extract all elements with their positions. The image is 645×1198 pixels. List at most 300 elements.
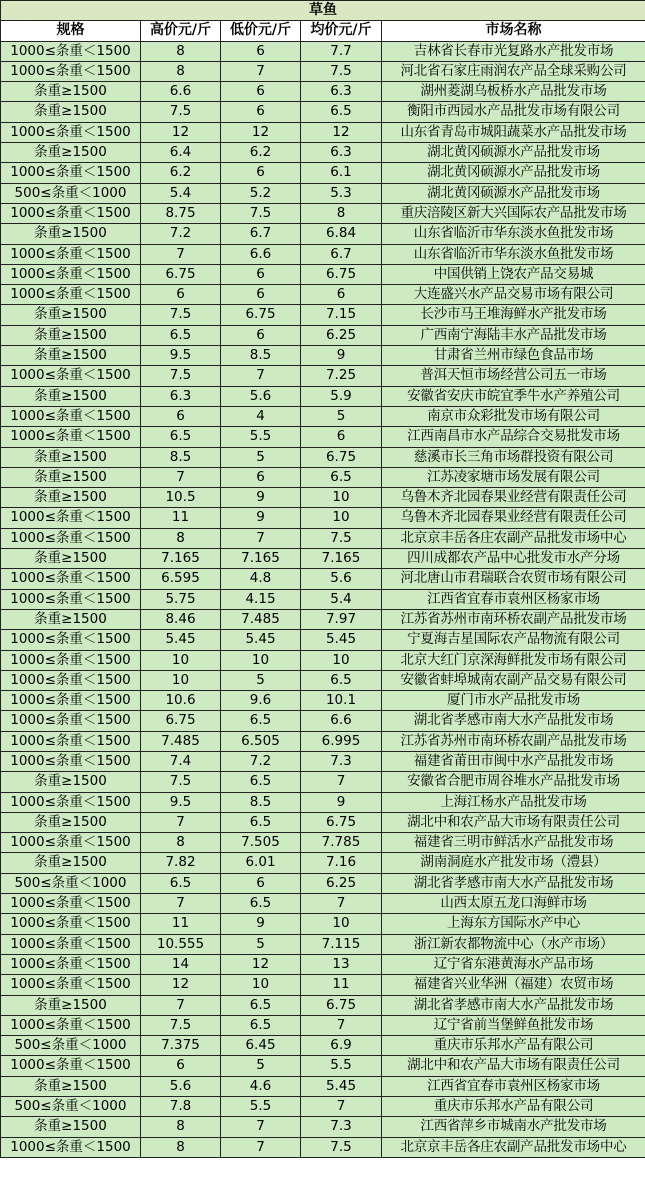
high-price-cell: 6 xyxy=(141,285,221,305)
spec-cell: 条重≥1500 xyxy=(1,325,141,345)
avg-price-cell: 6.3 xyxy=(301,143,382,163)
avg-price-cell: 9 xyxy=(301,346,382,366)
table-row xyxy=(1,609,645,629)
header-spec: 规格 xyxy=(1,21,141,41)
high-price-cell: 10 xyxy=(141,650,221,670)
market-name-cell: 四川成都农产品中心批发市水产分场 xyxy=(382,549,645,569)
low-price-cell: 6 xyxy=(221,163,301,183)
low-price-cell: 10 xyxy=(221,975,301,995)
spec-cell: 条重≥1500 xyxy=(1,853,141,873)
low-price-cell: 7.505 xyxy=(221,833,301,853)
spec-cell: 条重≥1500 xyxy=(1,812,141,832)
spec-cell: 条重≥1500 xyxy=(1,102,141,122)
spec-cell: 条重≥1500 xyxy=(1,386,141,406)
market-name-cell: 湖北黄冈硕源水产品批发市场 xyxy=(382,143,645,163)
market-name-cell: 福建省兴业华洲（福建）农贸市场 xyxy=(382,975,645,995)
market-name-cell: 长沙市马王堆海鲜水产批发市场 xyxy=(382,305,645,325)
avg-price-cell: 6.9 xyxy=(301,1036,382,1056)
header-market-name: 市场名称 xyxy=(382,21,645,41)
spec-cell: 1000≤条重＜1500 xyxy=(1,203,141,223)
market-name-cell: 湖北中和农产品大市场有限责任公司 xyxy=(382,812,645,832)
table-row xyxy=(1,325,645,345)
high-price-cell: 7.8 xyxy=(141,1097,221,1117)
high-price-cell: 9.5 xyxy=(141,792,221,812)
table-row xyxy=(1,183,645,203)
market-name-cell: 辽宁省东港黄海水产品市场 xyxy=(382,954,645,974)
market-name-cell: 上海东方国际水产中心 xyxy=(382,914,645,934)
high-price-cell: 7.5 xyxy=(141,772,221,792)
high-price-cell: 8.75 xyxy=(141,203,221,223)
low-price-cell: 6 xyxy=(221,325,301,345)
high-price-cell: 6 xyxy=(141,406,221,426)
spec-cell: 1000≤条重＜1500 xyxy=(1,751,141,771)
high-price-cell: 5.4 xyxy=(141,183,221,203)
high-price-cell: 6.5 xyxy=(141,873,221,893)
table-row xyxy=(1,833,645,853)
spec-cell: 条重≥1500 xyxy=(1,467,141,487)
high-price-cell: 7 xyxy=(141,812,221,832)
spec-cell: 条重≥1500 xyxy=(1,1117,141,1137)
table-row xyxy=(1,224,645,244)
avg-price-cell: 8 xyxy=(301,203,382,223)
avg-price-cell: 6.75 xyxy=(301,995,382,1015)
avg-price-cell: 7.5 xyxy=(301,528,382,548)
spec-cell: 500≤条重＜1000 xyxy=(1,1036,141,1056)
avg-price-cell: 5.5 xyxy=(301,1056,382,1076)
table-title-row xyxy=(1,1,645,21)
avg-price-cell: 7.15 xyxy=(301,305,382,325)
table-row xyxy=(1,1056,645,1076)
high-price-cell: 7.5 xyxy=(141,102,221,122)
spec-cell: 1000≤条重＜1500 xyxy=(1,1015,141,1035)
low-price-cell: 12 xyxy=(221,122,301,142)
market-name-cell: 吉林省长春市光复路水产批发市场 xyxy=(382,41,645,61)
spec-cell: 条重≥1500 xyxy=(1,1076,141,1096)
table-row xyxy=(1,1036,645,1056)
market-name-cell: 普洱天恒市场经营公司五一市场 xyxy=(382,366,645,386)
high-price-cell: 6.75 xyxy=(141,711,221,731)
table-row xyxy=(1,792,645,812)
spec-cell: 1000≤条重＜1500 xyxy=(1,711,141,731)
low-price-cell: 5 xyxy=(221,670,301,690)
spec-cell: 1000≤条重＜1500 xyxy=(1,1137,141,1157)
low-price-cell: 6.6 xyxy=(221,244,301,264)
high-price-cell: 8.5 xyxy=(141,447,221,467)
high-price-cell: 8 xyxy=(141,1117,221,1137)
spec-cell: 1000≤条重＜1500 xyxy=(1,427,141,447)
spec-cell: 1000≤条重＜1500 xyxy=(1,61,141,81)
table-row xyxy=(1,954,645,974)
avg-price-cell: 11 xyxy=(301,975,382,995)
avg-price-cell: 5.45 xyxy=(301,1076,382,1096)
high-price-cell: 8 xyxy=(141,1137,221,1157)
high-price-cell: 7.165 xyxy=(141,549,221,569)
low-price-cell: 9 xyxy=(221,914,301,934)
market-name-cell: 广西南宁海陆丰水产品批发市场 xyxy=(382,325,645,345)
header-avg-price: 均价元/斤 xyxy=(301,21,382,41)
market-name-cell: 重庆市乐邦水产品有限公司 xyxy=(382,1036,645,1056)
avg-price-cell: 13 xyxy=(301,954,382,974)
spec-cell: 条重≥1500 xyxy=(1,609,141,629)
low-price-cell: 6 xyxy=(221,41,301,61)
table-row xyxy=(1,346,645,366)
high-price-cell: 7 xyxy=(141,894,221,914)
high-price-cell: 7.5 xyxy=(141,366,221,386)
table-row xyxy=(1,731,645,751)
market-name-cell: 湖北省孝感市南大水产品批发市场 xyxy=(382,711,645,731)
low-price-cell: 6.5 xyxy=(221,812,301,832)
table-row xyxy=(1,61,645,81)
high-price-cell: 5.6 xyxy=(141,1076,221,1096)
high-price-cell: 7.485 xyxy=(141,731,221,751)
avg-price-cell: 7.25 xyxy=(301,366,382,386)
market-name-cell: 慈溪市长三角市场群投资有限公司 xyxy=(382,447,645,467)
avg-price-cell: 5.4 xyxy=(301,589,382,609)
table-row xyxy=(1,995,645,1015)
low-price-cell: 10 xyxy=(221,650,301,670)
avg-price-cell: 10 xyxy=(301,650,382,670)
low-price-cell: 7.2 xyxy=(221,751,301,771)
avg-price-cell: 7.165 xyxy=(301,549,382,569)
market-name-cell: 江西省宜春市袁州区杨家市场 xyxy=(382,589,645,609)
spec-cell: 条重≥1500 xyxy=(1,995,141,1015)
market-name-cell: 厦门市水产品批发市场 xyxy=(382,691,645,711)
spec-cell: 条重≥1500 xyxy=(1,346,141,366)
avg-price-cell: 7.16 xyxy=(301,853,382,873)
avg-price-cell: 5.6 xyxy=(301,569,382,589)
spec-cell: 1000≤条重＜1500 xyxy=(1,934,141,954)
market-name-cell: 安徽省合肥市周谷堆水产品批发市场 xyxy=(382,772,645,792)
high-price-cell: 6.4 xyxy=(141,143,221,163)
low-price-cell: 6.2 xyxy=(221,143,301,163)
market-name-cell: 安徽省安庆市皖宜季牛水产养殖公司 xyxy=(382,386,645,406)
table-row xyxy=(1,244,645,264)
table-row xyxy=(1,528,645,548)
high-price-cell: 5.75 xyxy=(141,589,221,609)
high-price-cell: 6.75 xyxy=(141,264,221,284)
table-row xyxy=(1,447,645,467)
spec-cell: 1000≤条重＜1500 xyxy=(1,670,141,690)
low-price-cell: 9 xyxy=(221,508,301,528)
header-low-price: 低价元/斤 xyxy=(221,21,301,41)
table-row xyxy=(1,488,645,508)
high-price-cell: 8 xyxy=(141,61,221,81)
spec-cell: 1000≤条重＜1500 xyxy=(1,528,141,548)
avg-price-cell: 6.3 xyxy=(301,82,382,102)
low-price-cell: 7 xyxy=(221,1137,301,1157)
spec-cell: 1000≤条重＜1500 xyxy=(1,954,141,974)
avg-price-cell: 7.97 xyxy=(301,609,382,629)
table-row xyxy=(1,1117,645,1137)
high-price-cell: 7.82 xyxy=(141,853,221,873)
market-name-cell: 江苏省苏州市南环桥农副产品批发市场 xyxy=(382,731,645,751)
table-row xyxy=(1,1097,645,1117)
avg-price-cell: 5.45 xyxy=(301,630,382,650)
market-name-cell: 山东省临沂市华东淡水鱼批发市场 xyxy=(382,224,645,244)
market-name-cell: 重庆市乐邦水产品有限公司 xyxy=(382,1097,645,1117)
low-price-cell: 6 xyxy=(221,873,301,893)
low-price-cell: 7.165 xyxy=(221,549,301,569)
market-name-cell: 重庆涪陵区新大兴国际农产品批发市场 xyxy=(382,203,645,223)
high-price-cell: 5.45 xyxy=(141,630,221,650)
spec-cell: 1000≤条重＜1500 xyxy=(1,792,141,812)
table-row xyxy=(1,691,645,711)
low-price-cell: 4.6 xyxy=(221,1076,301,1096)
avg-price-cell: 7.3 xyxy=(301,751,382,771)
avg-price-cell: 12 xyxy=(301,122,382,142)
table-row xyxy=(1,1076,645,1096)
high-price-cell: 7.2 xyxy=(141,224,221,244)
spec-cell: 1000≤条重＜1500 xyxy=(1,508,141,528)
market-name-cell: 乌鲁木齐北园春果业经营有限责任公司 xyxy=(382,508,645,528)
high-price-cell: 10.6 xyxy=(141,691,221,711)
avg-price-cell: 6.84 xyxy=(301,224,382,244)
spec-cell: 1000≤条重＜1500 xyxy=(1,285,141,305)
spec-cell: 条重≥1500 xyxy=(1,143,141,163)
avg-price-cell: 7.115 xyxy=(301,934,382,954)
spec-cell: 1000≤条重＜1500 xyxy=(1,406,141,426)
market-name-cell: 北京京丰岳各庄农副产品批发市场中心 xyxy=(382,1137,645,1157)
high-price-cell: 10 xyxy=(141,670,221,690)
market-name-cell: 江西省萍乡市城南水产批发市场 xyxy=(382,1117,645,1137)
spec-cell: 1000≤条重＜1500 xyxy=(1,833,141,853)
low-price-cell: 6.01 xyxy=(221,853,301,873)
high-price-cell: 12 xyxy=(141,975,221,995)
market-name-cell: 湖北省孝感市南大水产品批发市场 xyxy=(382,873,645,893)
low-price-cell: 7 xyxy=(221,366,301,386)
high-price-cell: 7 xyxy=(141,244,221,264)
low-price-cell: 6.75 xyxy=(221,305,301,325)
table-row xyxy=(1,975,645,995)
low-price-cell: 6.5 xyxy=(221,772,301,792)
market-name-cell: 江西南昌市水产品综合交易批发市场 xyxy=(382,427,645,447)
spec-cell: 1000≤条重＜1500 xyxy=(1,630,141,650)
spec-cell: 条重≥1500 xyxy=(1,224,141,244)
avg-price-cell: 6.5 xyxy=(301,102,382,122)
high-price-cell: 6.5 xyxy=(141,427,221,447)
table-row xyxy=(1,122,645,142)
spec-cell: 1000≤条重＜1500 xyxy=(1,264,141,284)
high-price-cell: 7.375 xyxy=(141,1036,221,1056)
table-row xyxy=(1,914,645,934)
avg-price-cell: 6.75 xyxy=(301,264,382,284)
market-name-cell: 福建省莆田市闽中水产品批发市场 xyxy=(382,751,645,771)
low-price-cell: 6.5 xyxy=(221,995,301,1015)
market-name-cell: 北京大红门京深海鲜批发市场有限公司 xyxy=(382,650,645,670)
table-row xyxy=(1,630,645,650)
avg-price-cell: 6.995 xyxy=(301,731,382,751)
table-row xyxy=(1,549,645,569)
table-row xyxy=(1,873,645,893)
table-row xyxy=(1,143,645,163)
avg-price-cell: 6.1 xyxy=(301,163,382,183)
avg-price-cell: 7.785 xyxy=(301,833,382,853)
high-price-cell: 6.3 xyxy=(141,386,221,406)
header-high-price: 高价元/斤 xyxy=(141,21,221,41)
avg-price-cell: 5.9 xyxy=(301,386,382,406)
low-price-cell: 5 xyxy=(221,1056,301,1076)
market-name-cell: 江苏省苏州市南环桥农副产品批发市场 xyxy=(382,609,645,629)
avg-price-cell: 7 xyxy=(301,1015,382,1035)
low-price-cell: 8.5 xyxy=(221,346,301,366)
table-row xyxy=(1,812,645,832)
avg-price-cell: 6.6 xyxy=(301,711,382,731)
table-row xyxy=(1,305,645,325)
high-price-cell: 7.4 xyxy=(141,751,221,771)
spec-cell: 1000≤条重＜1500 xyxy=(1,650,141,670)
low-price-cell: 6.5 xyxy=(221,1015,301,1035)
spec-cell: 1000≤条重＜1500 xyxy=(1,569,141,589)
table-row xyxy=(1,406,645,426)
avg-price-cell: 7.3 xyxy=(301,1117,382,1137)
high-price-cell: 8 xyxy=(141,833,221,853)
market-name-cell: 福建省三明市鲜活水产品批发市场 xyxy=(382,833,645,853)
table-row xyxy=(1,285,645,305)
low-price-cell: 5 xyxy=(221,934,301,954)
avg-price-cell: 10 xyxy=(301,914,382,934)
market-name-cell: 湖北中和农产品大市场有限责任公司 xyxy=(382,1056,645,1076)
low-price-cell: 6 xyxy=(221,102,301,122)
low-price-cell: 4 xyxy=(221,406,301,426)
avg-price-cell: 10 xyxy=(301,488,382,508)
high-price-cell: 11 xyxy=(141,914,221,934)
spec-cell: 1000≤条重＜1500 xyxy=(1,122,141,142)
avg-price-cell: 6 xyxy=(301,427,382,447)
avg-price-cell: 10 xyxy=(301,508,382,528)
low-price-cell: 4.8 xyxy=(221,569,301,589)
high-price-cell: 6.5 xyxy=(141,325,221,345)
low-price-cell: 6.5 xyxy=(221,711,301,731)
high-price-cell: 6.6 xyxy=(141,82,221,102)
spec-cell: 条重≥1500 xyxy=(1,488,141,508)
spec-cell: 1000≤条重＜1500 xyxy=(1,731,141,751)
table-row xyxy=(1,82,645,102)
table-row xyxy=(1,934,645,954)
avg-price-cell: 10.1 xyxy=(301,691,382,711)
market-name-cell: 江苏凌家塘市场发展有限公司 xyxy=(382,467,645,487)
table-row xyxy=(1,711,645,731)
avg-price-cell: 6.5 xyxy=(301,467,382,487)
market-name-cell: 乌鲁木齐北园春果业经营有限责任公司 xyxy=(382,488,645,508)
low-price-cell: 7 xyxy=(221,528,301,548)
high-price-cell: 7.5 xyxy=(141,305,221,325)
low-price-cell: 5.6 xyxy=(221,386,301,406)
high-price-cell: 11 xyxy=(141,508,221,528)
table-row xyxy=(1,589,645,609)
market-name-cell: 上海江杨水产品批发市场 xyxy=(382,792,645,812)
avg-price-cell: 7 xyxy=(301,772,382,792)
low-price-cell: 5.5 xyxy=(221,1097,301,1117)
low-price-cell: 6.45 xyxy=(221,1036,301,1056)
high-price-cell: 6 xyxy=(141,1056,221,1076)
market-name-cell: 安徽省蚌埠城南农副产品交易有限公司 xyxy=(382,670,645,690)
spec-cell: 1000≤条重＜1500 xyxy=(1,975,141,995)
spec-cell: 1000≤条重＜1500 xyxy=(1,1056,141,1076)
spec-cell: 1000≤条重＜1500 xyxy=(1,163,141,183)
high-price-cell: 8 xyxy=(141,41,221,61)
avg-price-cell: 6.25 xyxy=(301,325,382,345)
market-name-cell: 山西太原五龙口海鲜市场 xyxy=(382,894,645,914)
spec-cell: 条重≥1500 xyxy=(1,447,141,467)
low-price-cell: 7 xyxy=(221,61,301,81)
low-price-cell: 5 xyxy=(221,447,301,467)
low-price-cell: 6.7 xyxy=(221,224,301,244)
spec-cell: 1000≤条重＜1500 xyxy=(1,894,141,914)
avg-price-cell: 5 xyxy=(301,406,382,426)
table-row xyxy=(1,386,645,406)
avg-price-cell: 6.7 xyxy=(301,244,382,264)
table-row xyxy=(1,569,645,589)
low-price-cell: 9 xyxy=(221,488,301,508)
market-name-cell: 湖南洞庭水产批发市场（澧县） xyxy=(382,853,645,873)
spec-cell: 1000≤条重＜1500 xyxy=(1,914,141,934)
high-price-cell: 8.46 xyxy=(141,609,221,629)
low-price-cell: 6.5 xyxy=(221,894,301,914)
table-row xyxy=(1,427,645,447)
low-price-cell: 7.485 xyxy=(221,609,301,629)
table-row xyxy=(1,1015,645,1035)
market-name-cell: 湖北黄冈硕源水产品批发市场 xyxy=(382,183,645,203)
spec-cell: 条重≥1500 xyxy=(1,772,141,792)
low-price-cell: 6 xyxy=(221,264,301,284)
market-name-cell: 湖州菱湖乌板桥水产品批发市场 xyxy=(382,82,645,102)
high-price-cell: 7 xyxy=(141,995,221,1015)
table-row xyxy=(1,203,645,223)
table-row xyxy=(1,102,645,122)
high-price-cell: 6.595 xyxy=(141,569,221,589)
low-price-cell: 5.45 xyxy=(221,630,301,650)
low-price-cell: 7.5 xyxy=(221,203,301,223)
low-price-cell: 6 xyxy=(221,285,301,305)
spec-cell: 500≤条重＜1000 xyxy=(1,183,141,203)
spec-cell: 条重≥1500 xyxy=(1,82,141,102)
avg-price-cell: 6 xyxy=(301,285,382,305)
avg-price-cell: 7 xyxy=(301,1097,382,1117)
low-price-cell: 4.15 xyxy=(221,589,301,609)
high-price-cell: 10.5 xyxy=(141,488,221,508)
low-price-cell: 7 xyxy=(221,1117,301,1137)
high-price-cell: 10.555 xyxy=(141,934,221,954)
market-name-cell: 辽宁省前当堡鲜鱼批发市场 xyxy=(382,1015,645,1035)
high-price-cell: 14 xyxy=(141,954,221,974)
spec-cell: 1000≤条重＜1500 xyxy=(1,589,141,609)
table-row xyxy=(1,772,645,792)
table-row xyxy=(1,1137,645,1157)
market-name-cell: 中国供销上饶农产品交易城 xyxy=(382,264,645,284)
avg-price-cell: 7.5 xyxy=(301,1137,382,1157)
market-name-cell: 山东省临沂市华东淡水鱼批发市场 xyxy=(382,244,645,264)
low-price-cell: 8.5 xyxy=(221,792,301,812)
market-name-cell: 甘肃省兰州市绿色食品市场 xyxy=(382,346,645,366)
market-name-cell: 山东省青岛市城阳蔬菜水产品批发市场 xyxy=(382,122,645,142)
avg-price-cell: 6.75 xyxy=(301,812,382,832)
spec-cell: 1000≤条重＜1500 xyxy=(1,691,141,711)
table-row xyxy=(1,670,645,690)
low-price-cell: 5.5 xyxy=(221,427,301,447)
table-row xyxy=(1,751,645,771)
spec-cell: 500≤条重＜1000 xyxy=(1,873,141,893)
avg-price-cell: 9 xyxy=(301,792,382,812)
spec-cell: 条重≥1500 xyxy=(1,305,141,325)
high-price-cell: 6.2 xyxy=(141,163,221,183)
low-price-cell: 9.6 xyxy=(221,691,301,711)
market-name-cell: 江西省宜春市袁州区杨家市场 xyxy=(382,1076,645,1096)
table-row xyxy=(1,650,645,670)
low-price-cell: 12 xyxy=(221,954,301,974)
avg-price-cell: 7.5 xyxy=(301,61,382,81)
table-title: 草鱼 xyxy=(1,1,645,21)
low-price-cell: 6 xyxy=(221,82,301,102)
